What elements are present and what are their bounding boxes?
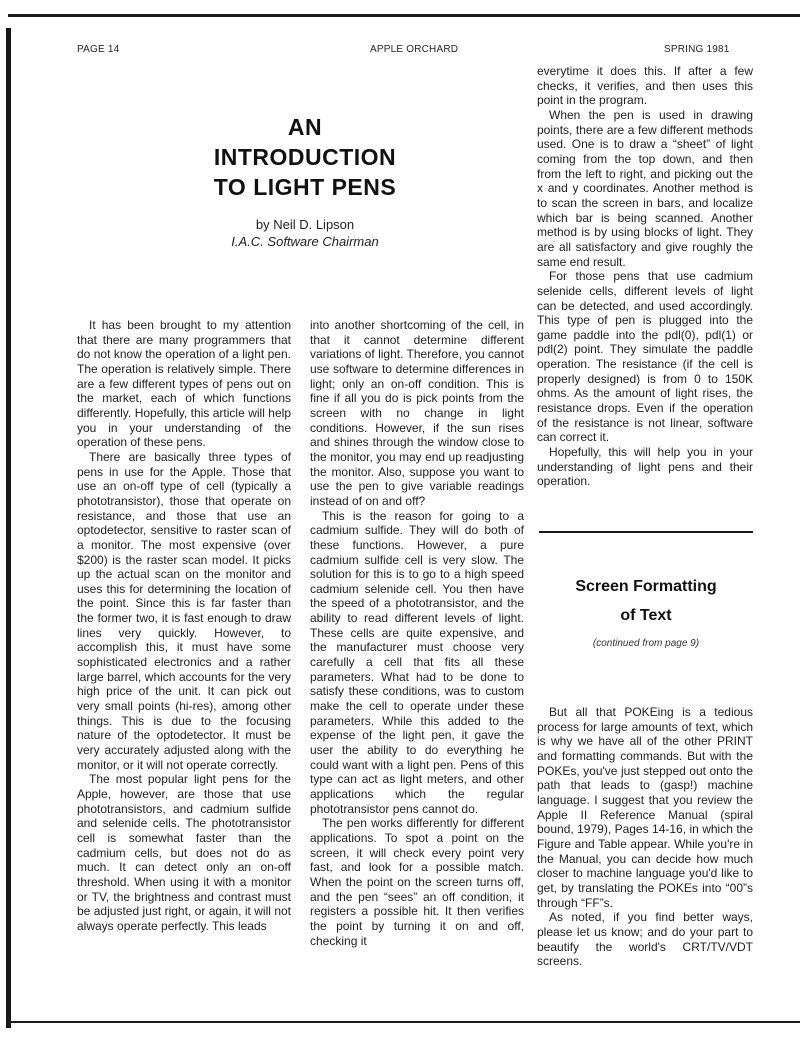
author-role: I.A.C. Software Chairman	[231, 234, 379, 249]
article-title-line: TO LIGHT PENS	[213, 174, 397, 200]
article-paragraph: There are basically three types of pens in use for the Apple. Those that use an on-off type of cell (typically a phototransistor), those that operate on resistance, and those that use an optodetector, sensitive to raster scan of a monitor. The most expensive (over $200) is the raster scan model. It picks up the actual scan on the monitor and uses this for determining the location of the point. Since this is far faster than the former two, it is fast enough to draw lines very quickly. However, to accomplish this, it must have some sophisticated electronics and a rather large barrel, which accounts for the very high price of the unit. It can pick out very small points (hi-res), among other things. This is due to the focusing nature of the optodetector. It must be very accurately adjusted along with the monitor, or it will not operate correctly.	[77, 449, 291, 772]
page-top-edge	[8, 14, 800, 17]
article-paragraph: into another shortcoming of the cell, in that it cannot determine different variations of light. Therefore, you cannot use software to determine differences in light; only an on-off condition. This is fine if all you do is pick points from the screen with no change in light conditions. However, if the sun rises and shines through the window close to the monitor, you may end up readjusting the monitor. Also, suppose you want to use the pen to give variable readings instead of on and off?	[310, 318, 524, 508]
article-byline: by Neil D. Lipson	[255, 217, 355, 232]
article-title-block	[160, 112, 450, 250]
publication-name: APPLE ORCHARD	[370, 44, 459, 55]
article-paragraph: The pen works differently for different applications. To spot a point on the screen, it will check every point very fast, and look for a possible match. When the point on the screen turns off, and the pen “sees” an off condition, it registers a possible hit. It then verifies the point by turning it on and off, checking it	[310, 816, 524, 948]
article-paragraph: everytime it does this. If after a few checks, it verifies, and then uses this point in the program.	[537, 64, 753, 108]
sidebar-title: of Text	[620, 607, 672, 624]
section-divider	[539, 531, 753, 533]
page-bottom-edge	[10, 1021, 800, 1023]
article-title-line: AN	[287, 114, 323, 140]
article-column-1	[77, 318, 291, 934]
article-paragraph: This is the reason for going to a cadmium sulfide. They will do both of these functions. However, a pure cadmium sulfide cell is very slow. The solution for this is to go to a high speed cadmium selenide cell. You then have the speed of a phototransistor, and the ability to read different levels of light. These cells are quite expensive, and the manufacturer must choose very carefully a cell that fits all these parameters. What had to be done to satisfy these conditions, was to custom make the cell to operate under these parameters. While this added to the expense of the light pen, it gave the user the ability to do everything he could want with a light pen. Pens of this type can act as light meters, and other applications which the regular phototransistor pens cannot do.	[310, 508, 524, 816]
sidebar-column	[537, 705, 753, 969]
sidebar-paragraph: As noted, if you find better ways, please let us know; and do your part to beautify the world's CRT/TV/VDT screens.	[537, 910, 753, 969]
article-paragraph: The most popular light pens for the Apple, however, are those that use phototransistors, and cadmium sulfide and selenide cells. The phototransistor cell is somewhat faster than the cadmium cells, but does not do as much. It can detect only an on-off threshold. When using it with a monitor or TV, the brightness and contrast must be adjusted just right, or again, it will not always operate perfectly. This leads	[77, 772, 291, 933]
continued-note: (continued from page 9)	[592, 638, 700, 649]
page-number: PAGE 14	[77, 44, 120, 55]
article-title-line: INTRODUCTION	[213, 144, 397, 170]
sidebar-paragraph: But all that POKEing is a tedious process for large amounts of text, which is why we have all of the other PRINT and formatting commands. But with the POKEs, you've just stepped out onto the path that leads to (gasp!) machine language. I suggest that you review the Apple II Reference Manual (spiral bound, 1979), Pages 14-16, in which the Figure and Table appear. While you're in the Manual, you can decide how much closer to machine language you'd like to get, by translating the POKEs into “00”s through “FF”s.	[537, 705, 753, 910]
article-column-3	[537, 64, 753, 489]
article-paragraph: For those pens that use cadmium selenide cells, different levels of light can be detected, and used accordingly. This type of pen is plugged into the game paddle into the pdl(0), pdl(1) or pdl(2) point. They simulate the paddle operation. The resistance (if the cell is properly designed) is from 0 to 150K ohms. As the amount of light rises, the resistance drops. Even if the operation of the resistance is not linear, software can correct it.	[537, 269, 753, 445]
article-column-2	[310, 318, 524, 948]
sidebar-title: Screen Formatting	[575, 578, 717, 595]
article-paragraph: Hopefully, this will help you in your understanding of light pens and their operation.	[537, 445, 753, 489]
page-left-edge	[6, 28, 11, 1028]
issue-date: SPRING 1981	[664, 44, 730, 55]
article-paragraph: It has been brought to my attention that there are many programmers that do not know the operation of a light pen. The operation is relatively simple. There are a few different types of pens out on the market, each of which functions differently. Hopefully, this article will help you in your understanding of the operation of these pens.	[77, 318, 291, 450]
article-paragraph: When the pen is used in drawing points, there are a few different methods used. One is to draw a “sheet” of light coming from the top down, and then from the left to right, and picking out the x and y coordinates. Another method is to scan the screen in bars, and localize which bar is being scanned. Another method is by using blocks of light. They are all satisfactory and give roughly the same end result.	[537, 107, 753, 269]
